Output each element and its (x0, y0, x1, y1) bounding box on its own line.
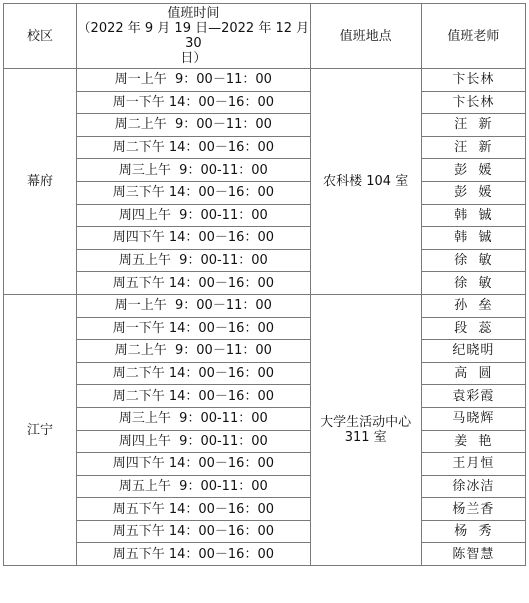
header-time-range: （2022 年 9 月 19 日—2022 年 12 月 30 (77, 21, 310, 51)
table-row (4, 385, 526, 408)
table-row (4, 272, 526, 295)
duty-time-cell: 周四下午 14：00－16：00 (77, 227, 310, 250)
campus-cell: 幕府 (4, 69, 77, 295)
duty-time-cell: 周三上午 9：00-11：00 (77, 159, 310, 182)
duty-place-cell (310, 69, 421, 295)
duty-time-cell: 周二上午 9：00－11：00 (77, 114, 310, 137)
duty-time-cell: 周三下午 14：00－16：00 (77, 181, 310, 204)
duty-teacher-cell: 彭 媛 (421, 181, 525, 204)
duty-teacher-cell: 韩 铖 (421, 204, 525, 227)
duty-time-cell: 周四上午 9：00-11：00 (77, 204, 310, 227)
table-row (4, 407, 526, 430)
duty-time-cell: 周五上午 9：00-11：00 (77, 475, 310, 498)
duty-time-cell: 周五下午 14：00－16：00 (77, 272, 310, 295)
duty-teacher-cell: 孙 垒 (421, 294, 525, 317)
table-row (4, 475, 526, 498)
duty-teacher-cell: 杨 秀 (421, 520, 525, 543)
duty-time-cell: 周一下午 14：00－16：00 (77, 91, 310, 114)
duty-time-cell: 周二下午 14：00－16：00 (77, 362, 310, 385)
duty-time-cell: 周一上午 9：00－11：00 (77, 69, 310, 92)
table-row (4, 69, 526, 92)
duty-time-cell: 周五下午 14：00－16：00 (77, 520, 310, 543)
table-row (4, 294, 526, 317)
table-row (4, 543, 526, 566)
duty-teacher-cell: 纪晓明 (421, 340, 525, 363)
duty-time-cell: 周四下午 14：00－16：00 (77, 453, 310, 476)
table-row (4, 520, 526, 543)
duty-teacher-cell: 段 蕊 (421, 317, 525, 340)
header-time-title: 值班时间 (167, 6, 220, 21)
duty-teacher-cell: 徐 敏 (421, 249, 525, 272)
table-row (4, 204, 526, 227)
duty-time-cell: 周二下午 14：00－16：00 (77, 136, 310, 159)
duty-teacher-cell: 徐 敏 (421, 272, 525, 295)
duty-teacher-cell: 汪 新 (421, 114, 525, 137)
duty-time-cell: 周五下午 14：00－16：00 (77, 543, 310, 566)
table-row (4, 362, 526, 385)
table-row (4, 91, 526, 114)
schedule-body (4, 69, 526, 566)
duty-place-room: 311 室 (344, 430, 387, 445)
header-row (4, 4, 526, 69)
header-campus: 校区 (4, 4, 77, 69)
duty-place-line: 农科楼 104 室 (323, 173, 409, 189)
table-row (4, 136, 526, 159)
table-row (4, 249, 526, 272)
duty-teacher-cell: 汪 新 (421, 136, 525, 159)
duty-time-cell: 周五上午 9：00-11：00 (77, 249, 310, 272)
duty-teacher-cell: 杨兰香 (421, 498, 525, 521)
table-row (4, 181, 526, 204)
table-row (4, 159, 526, 182)
header-time (77, 4, 310, 69)
table-row (4, 317, 526, 340)
duty-teacher-cell: 彭 媛 (421, 159, 525, 182)
header-time-range-end: 日） (180, 51, 207, 66)
table-row (4, 340, 526, 363)
header-teacher: 值班老师 (421, 4, 525, 69)
duty-time-cell: 周一上午 9：00－11：00 (77, 294, 310, 317)
duty-place-cell (310, 294, 421, 565)
duty-time-cell: 周一下午 14：00－16：00 (77, 317, 310, 340)
table-row (4, 453, 526, 476)
duty-teacher-cell: 韩 铖 (421, 227, 525, 250)
duty-teacher-cell: 徐冰洁 (421, 475, 525, 498)
duty-time-cell: 周四上午 9：00-11：00 (77, 430, 310, 453)
duty-teacher-cell: 卞长林 (421, 69, 525, 92)
duty-time-cell: 周三上午 9：00-11：00 (77, 407, 310, 430)
table-row (4, 227, 526, 250)
duty-teacher-cell: 陈智慧 (421, 543, 525, 566)
table-row (4, 498, 526, 521)
campus-cell: 江宁 (4, 294, 77, 565)
duty-teacher-cell: 袁彩霞 (421, 385, 525, 408)
duty-time-cell: 周二下午 14：00－16：00 (77, 385, 310, 408)
duty-schedule-table (3, 3, 526, 566)
duty-teacher-cell: 卞长林 (421, 91, 525, 114)
duty-teacher-cell: 姜 艳 (421, 430, 525, 453)
header-place: 值班地点 (310, 4, 421, 69)
duty-time-cell: 周五下午 14：00－16：00 (77, 498, 310, 521)
duty-place-line: 大学生活动中心 (320, 415, 412, 430)
duty-teacher-cell: 王月恒 (421, 453, 525, 476)
table-row (4, 430, 526, 453)
duty-teacher-cell: 高 圆 (421, 362, 525, 385)
duty-time-cell: 周二上午 9：00－11：00 (77, 340, 310, 363)
duty-teacher-cell: 马晓辉 (421, 407, 525, 430)
table-row (4, 114, 526, 137)
